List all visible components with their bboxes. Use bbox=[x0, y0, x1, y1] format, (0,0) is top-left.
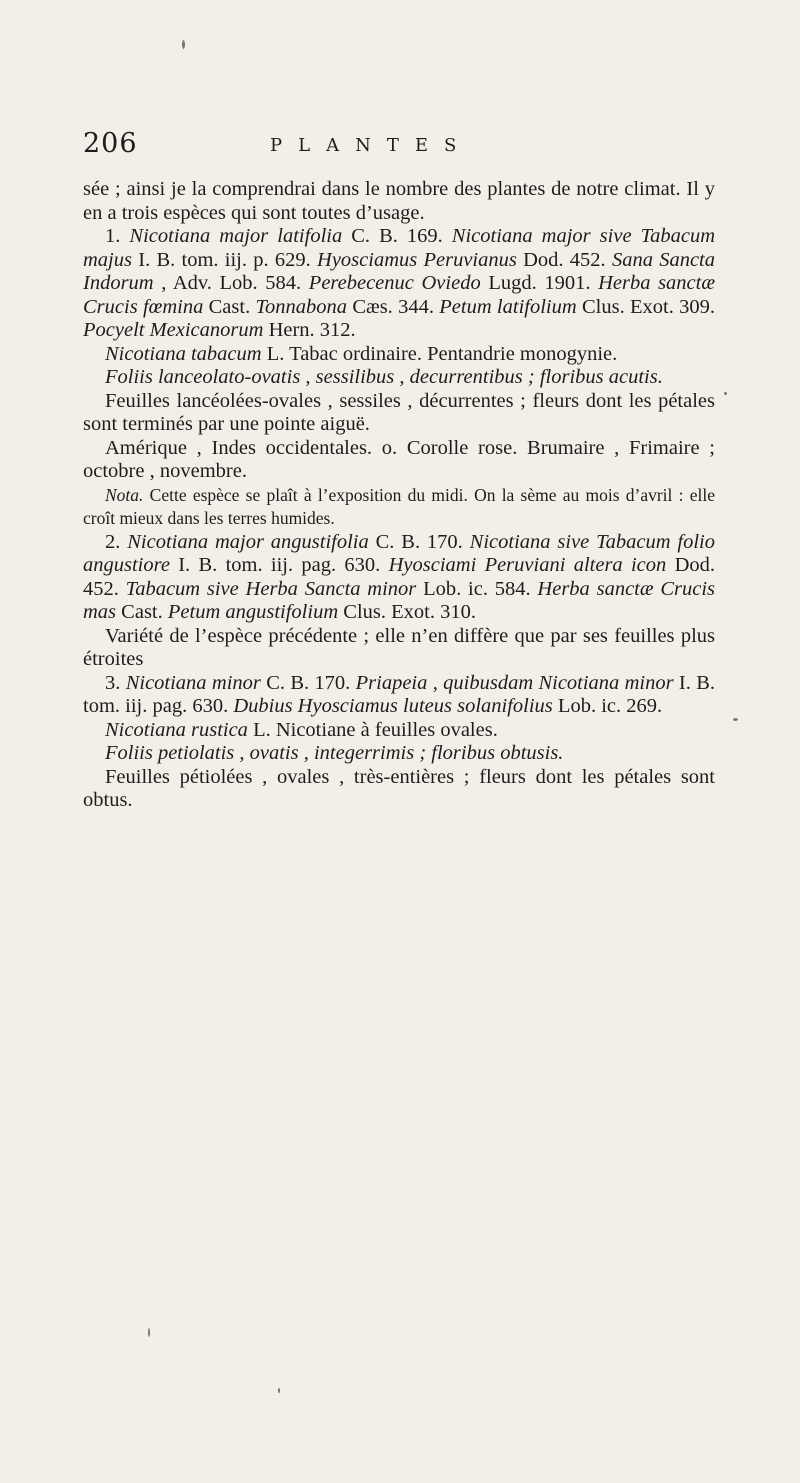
text-run: Hern. 312. bbox=[263, 319, 356, 341]
text-run: Amérique , Indes occidentales. o. Corolle rose. Brumaire , Frimaire ; octobre , novembre. bbox=[83, 436, 715, 482]
text-run: Lugd. 1901. bbox=[480, 272, 599, 294]
italic-run: Sana Sancta Indorum bbox=[83, 248, 715, 294]
paragraph bbox=[83, 719, 715, 743]
text-run: 1. bbox=[105, 225, 130, 247]
italic-run: Pocyelt Mexicanorum bbox=[83, 319, 264, 341]
page-number: 206 bbox=[83, 128, 138, 159]
text-run: Cast. bbox=[203, 295, 256, 318]
italic-run: Petum latifolium bbox=[439, 295, 577, 318]
paragraph bbox=[83, 225, 715, 343]
text-run: C. B. 170. bbox=[260, 671, 356, 694]
text-run: I. B. tom. iij. pag. 630. bbox=[83, 671, 716, 717]
running-title: PLANTES bbox=[270, 135, 473, 156]
text-run: Cæs. 344. bbox=[347, 295, 440, 318]
text-run: Feuilles lancéolées-ovales , sessiles , décurrentes ; fleurs dont les pétales sont terminés par une pointe aiguë. bbox=[83, 389, 715, 435]
paragraph bbox=[83, 437, 715, 484]
paragraph bbox=[83, 742, 715, 766]
text-run: Dod. 452. bbox=[516, 248, 612, 271]
text-run: sée ; ainsi je la comprendrai dans le nombre des plantes de notre climat. Il y en a trois espèces qui sont toutes d’usage. bbox=[83, 178, 715, 224]
italic-run: Nicotiana sive Tabacum folio angustiore bbox=[83, 530, 715, 576]
text-run: Feuilles pétiolées , ovales , très-entières ; fleurs dont les pétales sont obtus. bbox=[83, 765, 715, 811]
text-run: Lob. ic. 269. bbox=[552, 695, 663, 717]
italic-run: Foliis lanceolato-ovatis , sessilibus , decurrentibus ; floribus acutis. bbox=[105, 366, 663, 388]
italic-run: Perebecenuc Oviedo bbox=[308, 272, 481, 294]
paragraph bbox=[83, 766, 715, 813]
text-run: L. Nicotiane à feuilles ovales. bbox=[247, 718, 498, 741]
italic-run: Herba sanctæ Crucis fœmina bbox=[83, 272, 716, 318]
ink-speck bbox=[278, 1388, 280, 1393]
paragraph bbox=[83, 625, 715, 672]
text-run: I. B. tom. iij. pag. 630. bbox=[169, 554, 389, 576]
paragraph bbox=[83, 366, 715, 390]
text-run: Clus. Exot. 310. bbox=[338, 601, 476, 623]
italic-run: Tonnabona bbox=[255, 295, 348, 318]
body-text bbox=[83, 178, 715, 813]
italic-run: Herba sanctæ Crucis mas bbox=[83, 577, 716, 623]
ink-speck bbox=[733, 718, 738, 721]
italic-run: Petum angustifolium bbox=[167, 601, 339, 623]
ink-speck bbox=[724, 392, 727, 395]
text-run: L. Tabac ordinaire. Pentandrie monogynie. bbox=[261, 342, 618, 365]
text-run: Clus. Exot. 309. bbox=[576, 295, 715, 318]
text-run: I. B. tom. iij. p. 629. bbox=[131, 248, 318, 271]
page-header bbox=[83, 128, 713, 168]
paragraph bbox=[83, 390, 715, 437]
ink-speck bbox=[148, 1328, 150, 1337]
italic-run: Hyosciamus Peruvianus bbox=[317, 248, 517, 271]
paragraph bbox=[83, 178, 715, 225]
text-run: C. B. 170. bbox=[368, 530, 470, 553]
paragraph bbox=[83, 531, 715, 625]
text-run: Dod. 452. bbox=[83, 554, 715, 600]
italic-run: Nicotiana major sive Tabacum majus bbox=[83, 225, 715, 271]
italic-run: Nicotiana major angustifolia bbox=[127, 530, 369, 553]
ink-speck bbox=[182, 40, 185, 49]
text-run: Lob. ic. 584. bbox=[416, 577, 538, 600]
italic-run: Foliis petiolatis , ovatis , integerrimis ; floribus obtusis. bbox=[105, 742, 564, 764]
text-run: Cast. bbox=[116, 601, 168, 623]
text-run: , Adv. Lob. 584. bbox=[153, 272, 309, 294]
italic-run: Hyosciami Peruviani altera icon bbox=[388, 554, 667, 576]
paragraph bbox=[83, 343, 715, 367]
italic-run: Nicotiana tabacum bbox=[105, 342, 262, 365]
italic-run: Nicotiana minor bbox=[125, 671, 261, 694]
italic-run: Nicotiana major latifolia bbox=[129, 225, 343, 247]
italic-run: Tabacum sive Herba Sancta minor bbox=[125, 577, 417, 600]
italic-run: Nota. bbox=[105, 484, 144, 505]
paragraph bbox=[83, 484, 715, 531]
text-run: C. B. 169. bbox=[342, 225, 452, 247]
italic-run: Priapeia , quibusdam Nicotiana minor bbox=[355, 671, 674, 694]
paragraph bbox=[83, 672, 715, 719]
text-run: 3. bbox=[105, 671, 126, 694]
text-run: Cette espèce se plaît à l’exposition du midi. On la sème au mois d’avril : elle croît mieux dans les terres humides. bbox=[83, 484, 715, 528]
text-run: 2. bbox=[105, 530, 128, 553]
italic-run: Dubius Hyosciamus luteus solanifolius bbox=[233, 695, 553, 717]
italic-run: Nicotiana rustica bbox=[105, 718, 248, 741]
text-run: Variété de l’espèce précédente ; elle n’en diffère que par ses feuilles plus étroites bbox=[83, 624, 715, 670]
